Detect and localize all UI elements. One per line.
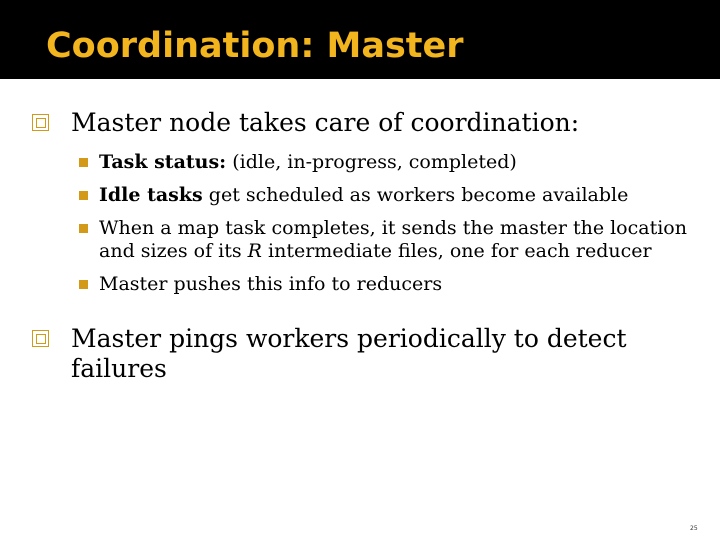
sub-bullet-map-complete — [32, 217, 692, 263]
idle-tasks-label: Idle tasks — [99, 184, 203, 206]
bullet-text: Master node takes care of coordination: — [71, 108, 580, 137]
r-variable: R — [247, 240, 262, 262]
page-number: 25 — [690, 525, 698, 532]
box-bullet-icon — [32, 114, 49, 131]
task-status-text: (idle, in-progress, completed) — [226, 151, 517, 173]
sub-bullet-list — [32, 151, 692, 296]
bullet-master-coordination — [32, 108, 692, 138]
sub-bullet-idle-tasks — [32, 184, 692, 207]
idle-tasks-text: get scheduled as workers become available — [202, 184, 629, 206]
task-status-label: Task status: — [99, 151, 227, 173]
title-bar — [0, 0, 720, 79]
square-bullet-icon — [79, 280, 88, 289]
map-complete-text-end: intermediate files, one for each reducer — [261, 240, 652, 262]
sub-bullet-push-info — [32, 273, 692, 296]
bullet-text: Master pings workers periodically to detect failures — [71, 324, 627, 383]
square-bullet-icon — [79, 191, 88, 200]
bullet-master-pings — [32, 324, 692, 384]
square-bullet-icon — [79, 224, 88, 233]
square-bullet-icon — [79, 158, 88, 167]
map-complete-text: When a map task completes, it sends the master the location and sizes of its — [99, 217, 687, 262]
slide-content — [32, 108, 692, 384]
box-bullet-icon — [32, 330, 49, 347]
sub-bullet-task-status — [32, 151, 692, 174]
slide-title: Coordination: Master — [46, 26, 464, 66]
push-text: Master pushes this info to reducers — [99, 273, 443, 295]
